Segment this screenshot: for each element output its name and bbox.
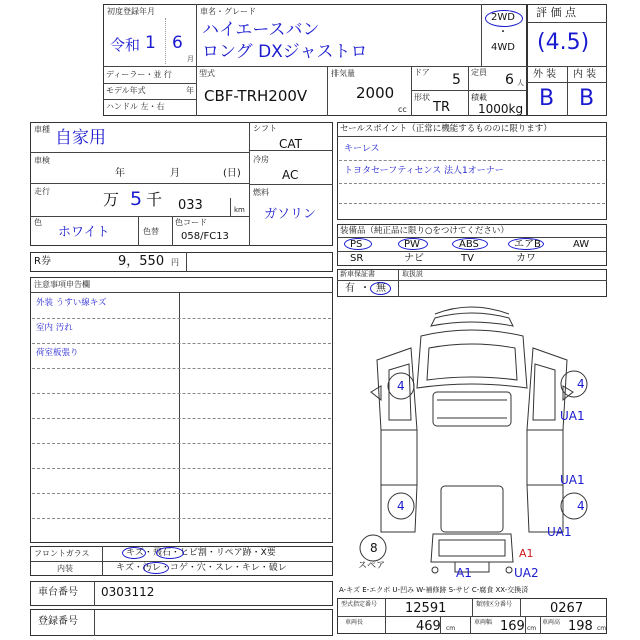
note-line: 室内 汚れ bbox=[36, 323, 73, 333]
drive-4wd: 4WD bbox=[491, 42, 515, 53]
inspection-label: 車検 bbox=[34, 156, 50, 165]
damage-mark: UA1 bbox=[560, 409, 585, 423]
load-label: 積載 bbox=[471, 93, 487, 102]
equip-abs: ABS bbox=[459, 239, 479, 250]
color-label: 色 bbox=[34, 218, 42, 227]
sales-point-item: キーレス bbox=[344, 144, 380, 154]
score-value: (4.5) bbox=[537, 30, 590, 55]
ac-label: 冷房 bbox=[253, 155, 269, 164]
inspection-year: 年 bbox=[115, 168, 125, 179]
warranty-yes: 有 bbox=[345, 283, 355, 294]
color-code: 058/FC13 bbox=[181, 231, 229, 242]
damage-mark: UA1 bbox=[547, 525, 572, 539]
score-label: 評 価 点 bbox=[536, 6, 576, 19]
damage-mark: UA1 bbox=[560, 473, 585, 487]
fuel-label: 燃料 bbox=[253, 188, 269, 197]
equip-navi: ナビ bbox=[404, 253, 424, 264]
warranty-dot: ・ bbox=[360, 283, 370, 294]
km-unit: km bbox=[234, 206, 245, 214]
spare-label: スペア bbox=[358, 561, 386, 571]
damage-mark: 4 bbox=[577, 499, 585, 513]
vehicle-name: ハイエースバン bbox=[202, 20, 320, 40]
interior-options: キズ・汚レ・コゲ・穴・スレ・キレ・破レ bbox=[116, 563, 287, 573]
warranty-label: 新車保証書 bbox=[340, 270, 375, 278]
first-reg-label: 初度登録年月 bbox=[107, 7, 155, 16]
month-unit: 月 bbox=[187, 55, 194, 63]
spare-number: 8 bbox=[370, 541, 378, 555]
ac: AC bbox=[282, 168, 299, 182]
equip-aw: AW bbox=[573, 239, 590, 250]
type-designation-label: 型式指定番号 bbox=[341, 601, 378, 608]
exterior-label: 外 装 bbox=[533, 69, 557, 80]
width-label: 車両幅 bbox=[474, 619, 493, 626]
sales-points-title: セールスポイント（正常に機能するもののに限ります） bbox=[340, 124, 552, 134]
equip-airbag: エアB bbox=[514, 239, 541, 250]
doors: 5 bbox=[452, 72, 461, 88]
displacement: 2000 bbox=[356, 84, 395, 102]
model-year-unit: 年 bbox=[186, 86, 194, 95]
damage-mark: A1 bbox=[456, 566, 472, 580]
load: 1000kg bbox=[478, 102, 524, 116]
glass-chip-circle bbox=[156, 547, 184, 559]
notes-frame bbox=[30, 277, 333, 543]
interior-glass-label: 内装 bbox=[57, 564, 73, 573]
handle-label: ハンドル 左・右 bbox=[106, 102, 165, 111]
fuel: ガソリン bbox=[264, 207, 317, 222]
mileage-km: 033 bbox=[178, 198, 203, 213]
capacity-unit: 人 bbox=[517, 79, 524, 87]
shift: CAT bbox=[279, 137, 302, 151]
sales-point-item: トヨタセーフティセンス 法人1オーナー bbox=[344, 166, 504, 176]
recycle-unit: 円 bbox=[171, 258, 179, 267]
usage-label: 車種 bbox=[34, 125, 50, 134]
mileage-man: 万 bbox=[103, 190, 120, 209]
interior-stain-circle bbox=[143, 562, 169, 574]
damage-mark: A1 bbox=[519, 547, 534, 560]
notes-title: 注意事項申告欄 bbox=[34, 280, 90, 289]
note-line: 荷室板張り bbox=[36, 348, 79, 358]
displacement-label: 排気量 bbox=[331, 69, 355, 78]
registration-label: 登録番号 bbox=[38, 616, 78, 627]
capacity-label: 定員 bbox=[471, 68, 487, 77]
damage-mark: 4 bbox=[397, 499, 405, 513]
height-unit: cm bbox=[597, 625, 607, 632]
type-label: 型式 bbox=[199, 69, 215, 78]
height-label: 車両高 bbox=[542, 619, 561, 626]
capacity: 6 bbox=[505, 72, 514, 88]
doors-label: ドア bbox=[414, 68, 430, 77]
damage-legend: A-キズ E-エクボ U-凹み W-補修跡 S-サビ C-腐食 XX-交換済 bbox=[339, 586, 529, 594]
category-number-label: 類別区分番号 bbox=[476, 601, 513, 608]
shape-label: 形状 bbox=[414, 93, 430, 102]
usage: 自家用 bbox=[55, 128, 106, 148]
equip-leather: カワ bbox=[516, 253, 536, 264]
recycle-frame bbox=[30, 252, 333, 272]
length: 469 bbox=[416, 619, 441, 634]
interior-label: 内 装 bbox=[573, 69, 597, 80]
glass-scratch-circle bbox=[122, 547, 146, 559]
mileage-sen: 5 bbox=[130, 188, 143, 210]
color-code-label: 色コード bbox=[175, 218, 207, 227]
height: 198 bbox=[568, 619, 593, 634]
damage-mark: UA2 bbox=[514, 566, 539, 580]
displacement-unit: cc bbox=[398, 105, 407, 114]
equip-tv: TV bbox=[461, 253, 474, 264]
chassis-number: 0303112 bbox=[101, 585, 155, 599]
color-change-label: 色替 bbox=[143, 227, 159, 236]
front-glass-label: フロントガラス bbox=[34, 549, 90, 558]
inspection-month: 月 bbox=[170, 168, 180, 179]
exterior-grade: B bbox=[539, 86, 555, 111]
category-number: 0267 bbox=[550, 601, 584, 616]
reg-month: 6 bbox=[172, 33, 183, 53]
manual-label: 取扱説 bbox=[402, 270, 423, 278]
reg-year: 1 bbox=[145, 33, 156, 53]
equipment-title: 装備品（純正品に限り○をつけてください） bbox=[340, 226, 509, 236]
inspection-day: (日) bbox=[223, 168, 241, 179]
width: 169 bbox=[500, 619, 525, 634]
equip-pw: PW bbox=[404, 239, 420, 250]
mileage-label: 走行 bbox=[34, 187, 50, 196]
color: ホワイト bbox=[58, 225, 110, 240]
chassis-label: 車台番号 bbox=[38, 587, 78, 598]
width-unit: cm bbox=[527, 625, 537, 632]
model-year-label: モデル年式 bbox=[106, 86, 146, 95]
drive-dot: ・ bbox=[498, 27, 508, 38]
recycle-label: R券 bbox=[34, 256, 51, 267]
front-glass-options: キズ・飛石・ヒビ割・リペア跡・X要 bbox=[126, 548, 276, 558]
damage-mark: 4 bbox=[397, 379, 405, 393]
shift-label: シフト bbox=[253, 124, 277, 133]
damage-mark: 4 bbox=[577, 377, 585, 391]
vehicle-grade: ロング DXジャストロ bbox=[202, 42, 368, 62]
warranty-no: 無 bbox=[376, 283, 386, 294]
equip-ps: PS bbox=[350, 239, 363, 250]
model-code: CBF-TRH200V bbox=[204, 87, 308, 105]
equip-sr: SR bbox=[350, 253, 364, 264]
drive-2wd: 2WD bbox=[491, 12, 515, 23]
mileage-sen-unit: 千 bbox=[146, 190, 163, 209]
length-unit: cm bbox=[446, 625, 456, 632]
shape: TR bbox=[433, 100, 450, 115]
interior-grade: B bbox=[579, 86, 595, 111]
length-label: 車両長 bbox=[345, 619, 364, 626]
recycle-fee: 9，550 bbox=[118, 254, 165, 269]
name-grade-label: 車名・グレード bbox=[200, 7, 256, 16]
type-designation: 12591 bbox=[405, 601, 447, 616]
note-line: 外装 うすい線キズ bbox=[36, 298, 107, 308]
dealer-label: ディーラー・並 行 bbox=[106, 70, 172, 79]
era: 令和 bbox=[110, 36, 141, 54]
